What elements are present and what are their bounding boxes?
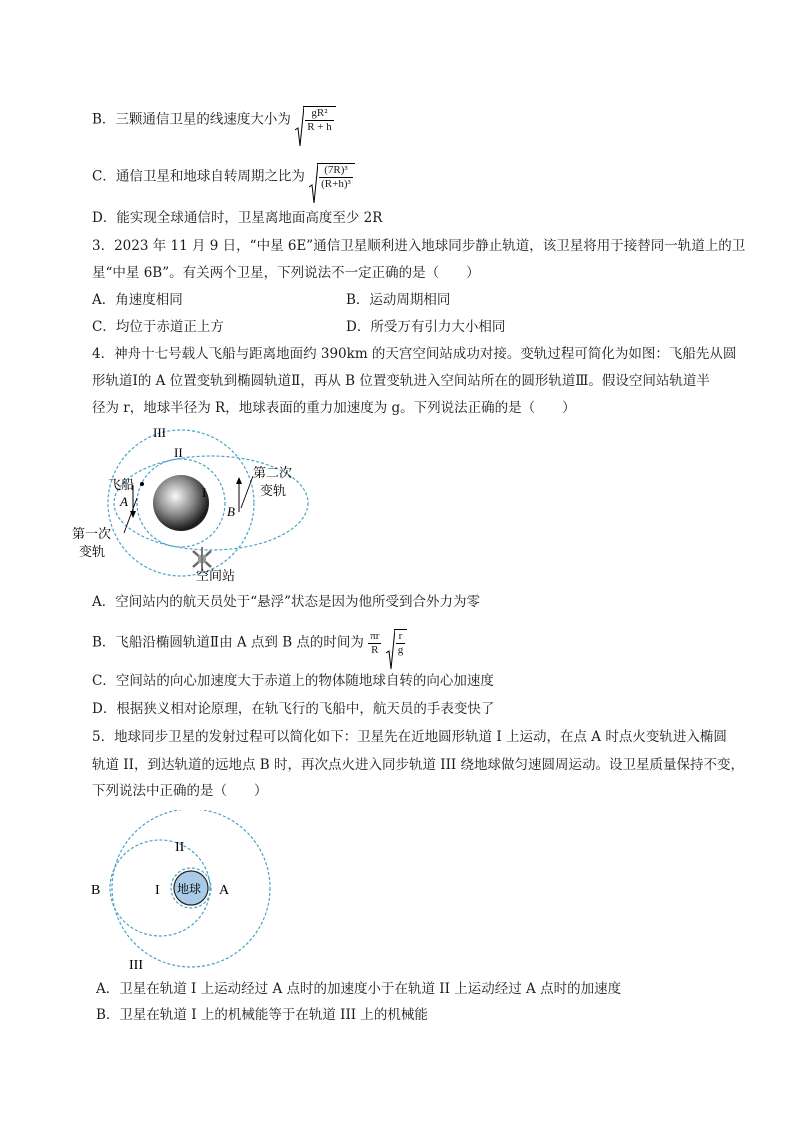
q3-option-a: A．角速度相同	[92, 292, 183, 308]
q2-option-c-formula	[309, 163, 355, 191]
q4-b-root-num: r	[396, 630, 406, 644]
q3-option-d: D．所受万有引力大小相同	[346, 319, 506, 335]
q2-b-den: R + h	[307, 121, 332, 133]
q5-label-a: A	[219, 883, 230, 898]
q2-b-num: gR²	[305, 107, 334, 121]
q4-stem-line2: 形轨道Ⅰ的 A 位置变轨到椭圆轨道Ⅱ，再从 B 位置变轨进入空间站所在的圆形轨道Ⅲ。假设空间站轨道半	[92, 373, 710, 389]
q2-option-c	[92, 163, 355, 191]
q4-label-first-1: 第一次	[72, 526, 112, 541]
q4-option-d: D．根据狭义相对论原理，在轨飞行的飞船中，航天员的手表变快了	[92, 701, 495, 717]
q5-label-ii: II	[175, 840, 185, 855]
q4-label-a: A	[120, 494, 128, 509]
q5-option-b: B．卫星在轨道 I 上的机械能等于在轨道 III 上的机械能	[96, 1007, 428, 1023]
q4-label-ii: II	[174, 445, 183, 460]
q4-option-a: A．空间站内的航天员处于“悬浮”状态是因为他所受到合外力为零	[92, 594, 481, 610]
q2-option-d: D．能实现全球通信时，卫星离地面高度至少 2R	[92, 210, 383, 226]
q4-label-i: I	[202, 485, 207, 500]
q4-option-c: C．空间站的向心加速度大于赤道上的物体随地球自转的向心加速度	[92, 673, 494, 689]
q3-option-b: B．运动周期相同	[346, 292, 451, 308]
q4-earth	[153, 475, 209, 531]
q4-label-second-1: 第二次	[253, 465, 293, 480]
q5-label-i: I	[155, 883, 160, 898]
q4-label-ship: 飞船	[108, 477, 135, 492]
q4-option-b	[92, 629, 407, 657]
q4-ship-dot	[140, 482, 144, 486]
q3-option-c: C．均位于赤道正上方	[92, 319, 224, 335]
q4-b-root	[386, 629, 408, 657]
q3-stem-line2: 星“中星 6B”。有关两个卫星，下列说法不一定正确的是（ ）	[92, 265, 480, 281]
q4-stem-line1: 4．神舟十七号载人飞船与距离地面约 390km 的天宫空间站成功对接。变轨过程可简化为如图：飞船先从圆	[92, 346, 737, 362]
q5-label-b: B	[91, 883, 101, 898]
q4-label-b: B	[227, 504, 235, 519]
q4-b-frac-num: πr	[370, 629, 380, 642]
q4-label-station: 空间站	[196, 568, 236, 583]
q5-orbit-figure	[85, 810, 285, 975]
q2-c-num: (7R)³	[319, 164, 353, 178]
q5-label-earth: 地球	[177, 882, 202, 896]
q4-orbit-figure	[65, 420, 325, 590]
q4-b-fraction	[368, 630, 381, 657]
q5-stem-line3: 下列说法中正确的是（ ）	[92, 783, 268, 799]
q2-option-b	[92, 106, 336, 134]
q5-option-a: A．卫星在轨道 I 上运动经过 A 点时的加速度小于在轨道 II 上运动经过 A 点时的加速度	[96, 981, 622, 997]
q2-option-b-formula	[295, 106, 336, 134]
q5-label-iii: III	[129, 958, 143, 973]
q2-c-den: (R+h)³	[321, 178, 351, 190]
q4-b-root-den: g	[397, 644, 404, 656]
q4-stem-line3: 径为 r，地球半径为 R，地球表面的重力加速度为 g。下列说法正确的是（ ）	[92, 400, 576, 416]
q2-option-b-text: B．三颗通信卫星的线速度大小为	[92, 111, 291, 128]
q4-label-first-2: 变轨	[79, 544, 106, 559]
q5-stem-line2: 轨道 II，到达轨道的远地点 B 时，再次点火进入同步轨道 III 绕地球做匀速圆周运动。设卫星质量保持不变，	[92, 757, 745, 773]
q4-option-b-text: B．飞船沿椭圆轨道Ⅱ由 A 点到 B 点的时间为	[92, 634, 364, 651]
q5-stem-line1: 5．地球同步卫星的发射过程可以简化如下：卫星先在近地圆形轨道 I 上运动，在点 A 时点火变轨进入椭圆	[92, 729, 727, 745]
q4-label-iii: III	[153, 425, 166, 440]
q3-stem-line1: 3．2023 年 11 月 9 日，“中星 6E”通信卫星顺利进入地球同步静止轨道，该卫星将用于接替同一轨道上的卫	[92, 238, 746, 254]
q4-label-second-2: 变轨	[260, 483, 287, 498]
q4-b-frac-den: R	[371, 643, 379, 656]
q2-option-c-text: C．通信卫星和地球自转周期之比为	[92, 168, 305, 185]
